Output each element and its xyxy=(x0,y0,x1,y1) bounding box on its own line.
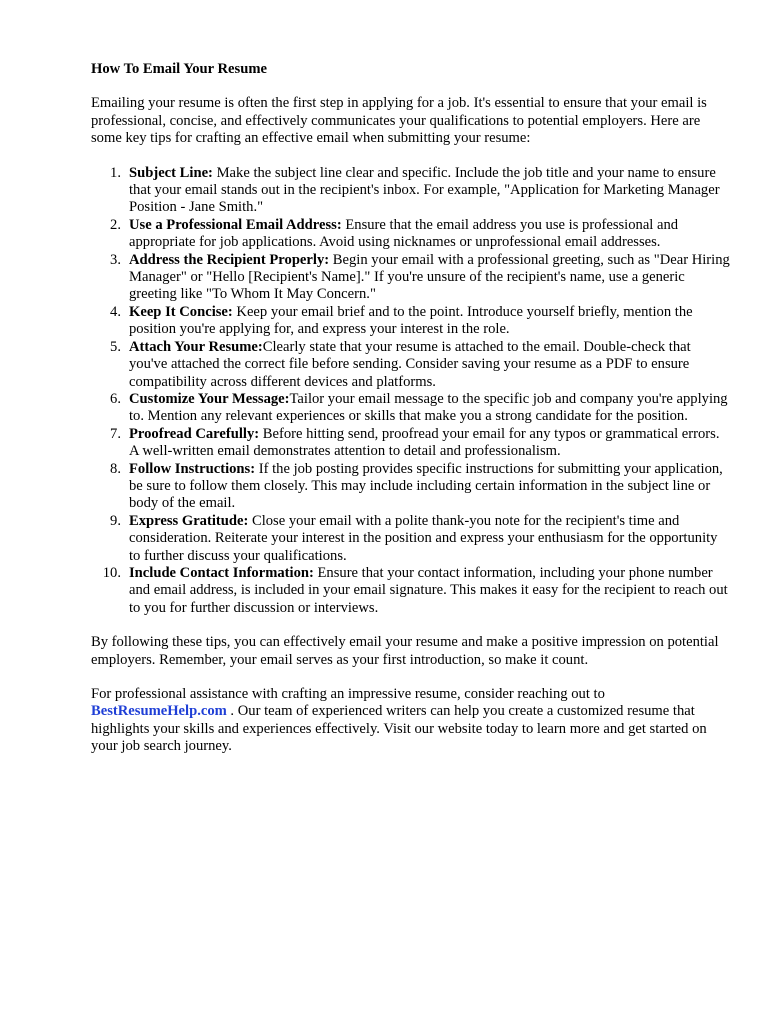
list-number: 6. xyxy=(110,390,121,407)
tip-label: Attach Your Resume: xyxy=(129,338,263,355)
tip-text: If the job posting provides specific instructions for submitting your application, be sure to follow them closely. This may include including certain information in the subject line or body of the email. xyxy=(129,460,723,512)
tip-text: Make the subject line clear and specific. Include the job title and your name to ensure that your email stands out in the recipient's inbox. For example, "Application for Marketing Manager Position - Jane Smith." xyxy=(129,164,720,216)
list-item xyxy=(91,426,731,461)
document-title: How To Email Your Resume xyxy=(91,61,267,77)
list-number: 3. xyxy=(110,251,121,268)
tip-label: Include Contact Information: xyxy=(129,564,314,581)
list-item xyxy=(91,391,731,426)
list-number: 5. xyxy=(110,338,121,355)
list-number: 9. xyxy=(110,512,121,529)
tip-text: Ensure that the email address you use is professional and appropriate for job applications. Avoid using nicknames or unprofessional email addresses. xyxy=(129,216,679,251)
tip-text: Keep your email brief and to the point. Introduce yourself briefly, mention the position you're applying for, and express your interest in the role. xyxy=(129,303,693,338)
intro-paragraph: Emailing your resume is often the first step in applying for a job. It's essential to ensure that your email is professional, concise, and effectively communicates your qualifications to potential employers. Here are some key tips for crafting an effective email when submitting your resume: xyxy=(91,95,707,147)
tip-label: Address the Recipient Properly: xyxy=(129,251,330,268)
cta-paragraph xyxy=(91,686,731,756)
tip-text: Before hitting send, proofread your email for any typos or grammatical errors. A well-written email demonstrates attention to detail and professionalism. xyxy=(129,425,720,460)
tip-text: Ensure that your contact information, including your phone number and email address, is included in your email signature. This makes it easy for the recipient to reach out to you for further discussion or interviews. xyxy=(129,564,728,616)
list-item xyxy=(91,461,731,513)
tip-label: Proofread Carefully: xyxy=(129,425,260,442)
tip-label: Use a Professional Email Address: xyxy=(129,216,342,233)
list-number: 1. xyxy=(110,164,121,181)
tip-label: Keep It Concise: xyxy=(129,303,233,320)
list-item xyxy=(91,339,731,391)
bestresumehelp-link[interactable]: BestResumeHelp.com xyxy=(91,703,227,720)
list-item xyxy=(91,217,731,252)
cta-suffix: . Our team of experienced writers can help you create a customized resume that highlights your skills and experiences effectively. Visit our website today to learn more and get started on your job search journey. xyxy=(91,703,707,755)
document-page xyxy=(91,61,731,773)
tip-label: Subject Line: xyxy=(129,164,213,181)
cta-prefix: For professional assistance with crafting an impressive resume, consider reaching out to xyxy=(91,686,605,702)
list-number: 7. xyxy=(110,425,121,442)
tip-text: Begin your email with a professional greeting, such as "Dear Hiring Manager" or "Hello [Recipient's Name]." If you're unsure of the recipient's name, use a generic greeting like "To Whom It May Concern." xyxy=(129,251,730,303)
list-number: 8. xyxy=(110,460,121,477)
tip-label: Follow Instructions: xyxy=(129,460,256,477)
list-number: 2. xyxy=(110,216,121,233)
tip-text: Clearly state that your resume is attached to the email. Double-check that you've attached the correct file before sending. Consider saving your resume as a PDF to ensure compatibility across different devices and platforms. xyxy=(129,338,691,390)
tip-label: Express Gratitude: xyxy=(129,512,249,529)
list-number: 10. xyxy=(102,564,121,581)
tip-text: Close your email with a polite thank-you note for the recipient's time and consideration. Reiterate your interest in the position and express your enthusiasm for the opportunity to further discuss your qualifications. xyxy=(129,512,718,564)
tip-label: Customize Your Message: xyxy=(129,390,290,407)
conclusion-paragraph: By following these tips, you can effectively email your resume and make a positive impression on potential employers. Remember, your email serves as your first introduction, so make it count. xyxy=(91,634,719,668)
list-item xyxy=(91,513,731,565)
list-item xyxy=(91,165,731,217)
list-number: 4. xyxy=(110,303,121,320)
tips-list xyxy=(91,165,731,618)
list-item xyxy=(91,565,731,617)
list-item xyxy=(91,304,731,339)
tip-text: Tailor your email message to the specific job and company you're applying to. Mention any relevant experiences or skills that make you a strong candidate for the position. xyxy=(129,390,728,425)
list-item xyxy=(91,252,731,304)
